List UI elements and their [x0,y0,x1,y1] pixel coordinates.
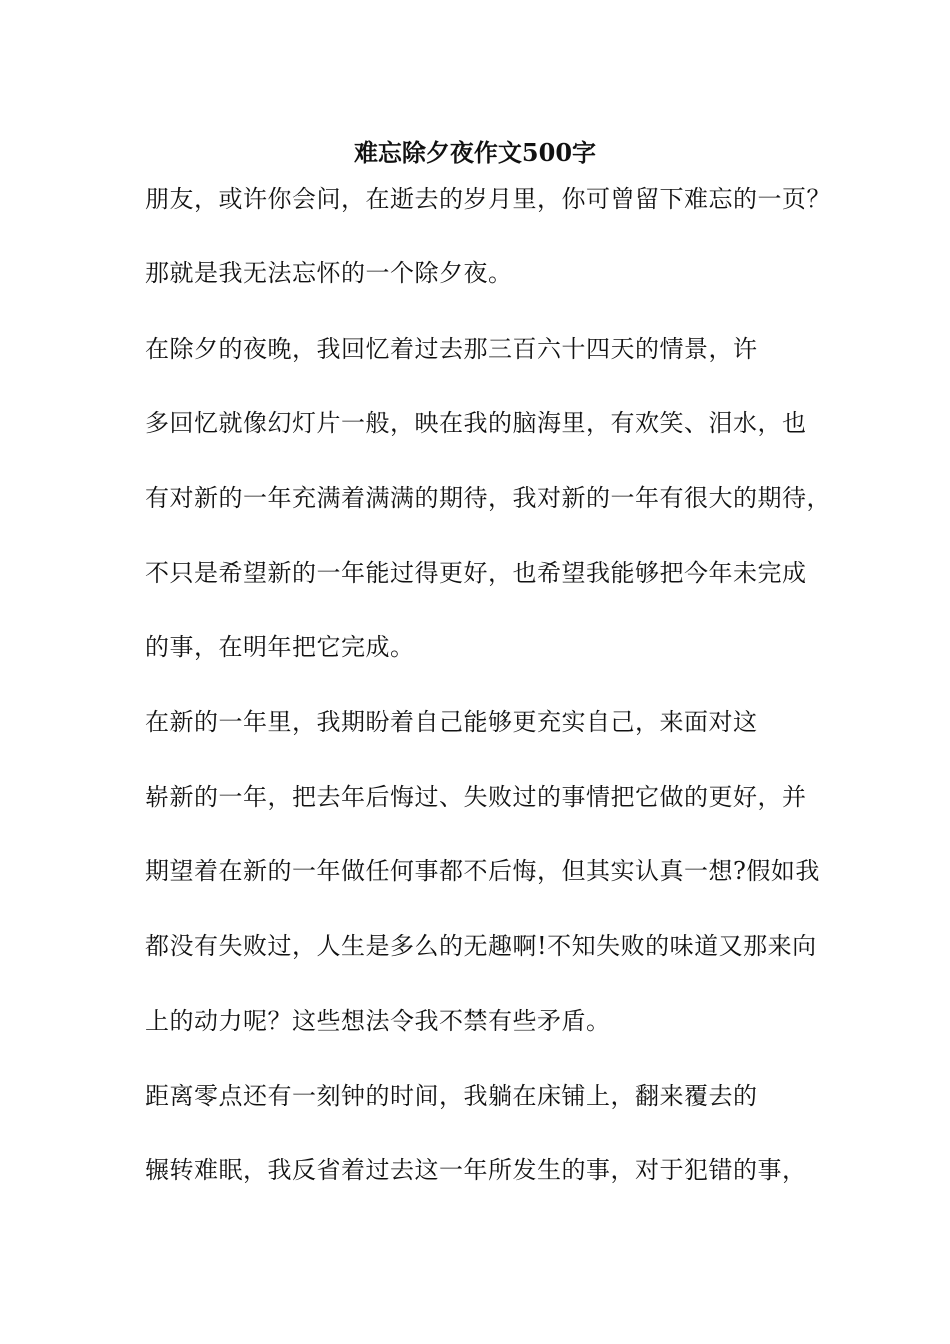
text-line: 朋友，或许你会问，在逝去的岁月里，你可曾留下难忘的一页？ [145,185,831,213]
text-line: 距离零点还有一刻钟的时间，我躺在床铺上，翻来覆去的 [145,1082,758,1110]
document-title: 难忘除夕夜作文500字 [353,138,597,167]
text-line: 那就是我无法忘怀的一个除夕夜。 [145,259,513,287]
text-line: 辗转难眠，我反省着过去这一年所发生的事，对于犯错的事， [145,1156,807,1184]
text-line: 多回忆就像幻灯片一般，映在我的脑海里，有欢笑、泪水，也 [145,409,807,437]
text-line: 不只是希望新的一年能过得更好，也希望我能够把今年未完成 [145,559,807,587]
text-line: 在新的一年里，我期盼着自己能够更充实自己，来面对这 [145,708,758,736]
text-line: 崭新的一年，把去年后悔过、失败过的事情把它做的更好，并 [145,783,807,811]
text-line: 的事，在明年把它完成。 [145,633,415,661]
text-line: 都没有失败过，人生是多么的无趣啊!不知失败的味道又那来向 [145,932,817,960]
text-line: 在除夕的夜晚，我回忆着过去那三百六十四天的情景，许 [145,335,758,363]
text-line: 期望着在新的一年做任何事都不后悔，但其实认真一想?假如我 [145,857,820,885]
text-line: 有对新的一年充满着满满的期待，我对新的一年有很大的期待， [145,484,831,512]
text-line: 上的动力呢？这些想法令我不禁有些矛盾。 [145,1007,611,1035]
